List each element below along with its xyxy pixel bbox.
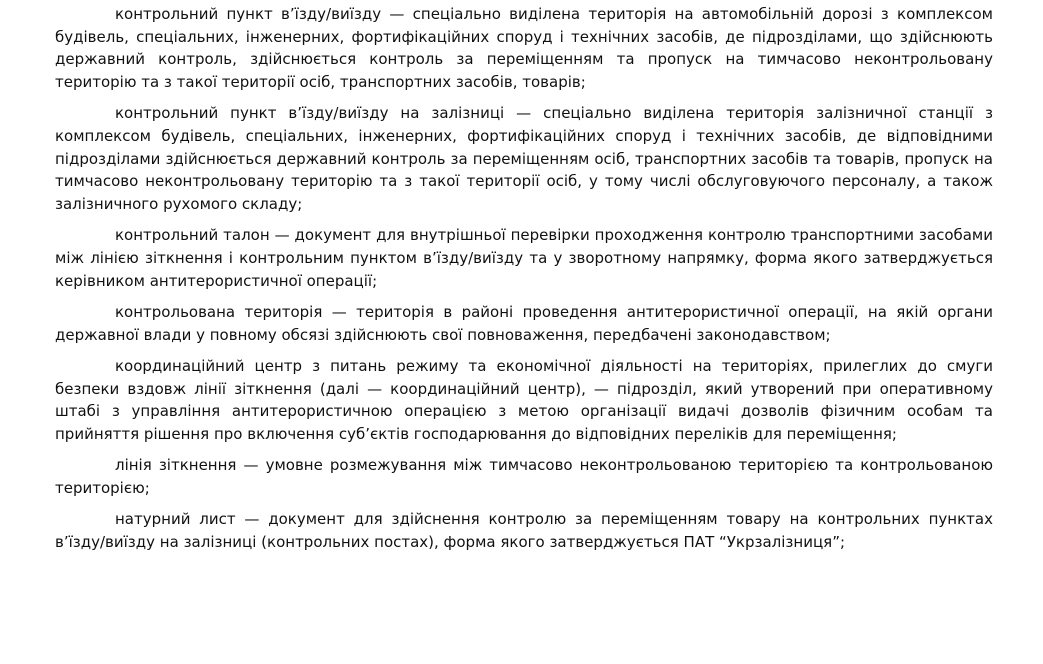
document-body: [55, 3, 993, 562]
definition-paragraph-checkpoint-rail: контрольний пункт в’їзду/виїзду на залізниці — спеціально виділена територія залізничної станції з комплексом будівель, спеціальних, інженерних, фортифікаційних споруд і технічних засобів, де відповідними підрозділами здійснюється державний контроль за переміщенням осіб, транспортних засобів та товарів, пропуск на тимчасово неконтрольовану територію та з такої території осіб, у тому числі обслуговуючого персоналу, а також залізничного рухомого складу;: [55, 104, 993, 214]
definition-paragraph-coordination-center: координаційний центр з питань режиму та економічної діяльності на територіях, прилеглих до смуги безпеки вздовж лінії зіткнення (далі — координаційний центр), — підрозділ, який утворений при оперативному штабі з управління антитерористичною операцією з метою організації видачі дозволів фізичним особам та прийняття рішення про включення суб’єктів господарювання до відповідних переліків для переміщення;: [55, 356, 993, 443]
definition-paragraph-field-sheet: натурний лист — документ для здійснення контролю за переміщенням товару на контрольних пунктах в’їзду/виїзду на залізниці (контрольних постах), форма якого затверджується ПАТ “Укрзалізниця”;: [55, 510, 993, 551]
definition-paragraph-control-coupon: контрольний талон — документ для внутрішньої перевірки проходження контролю транспортними засобами між лінією зіткнення і контрольним пунктом в’їзду/виїзду та у зворотному напрямку, форма якого затверджується керівником антитерористичної операції;: [55, 226, 993, 290]
definition-paragraph-contact-line: лінія зіткнення — умовне розмежування між тимчасово неконтрольованою територією та контрольованою територією;: [55, 456, 993, 497]
definition-paragraph-controlled-territory: контрольована територія — територія в районі проведення антитерористичної операції, на якій органи державної влади у повному обсязі здійснюють свої повноваження, передбачені законодавством;: [55, 302, 993, 344]
definition-paragraph-checkpoint-road: контрольний пункт в’їзду/виїзду — спеціально виділена територія на автомобільній дорозі з комплексом будівель, спеціальних, інженерних, фортифікаційних споруд і технічних засобів, де підрозділами, що здійснюють державний контроль, здійснюється контроль за переміщенням та пропуск на тимчасово неконтрольовану територію та з такої території осіб, транспортних засобів, товарів;: [55, 5, 993, 92]
